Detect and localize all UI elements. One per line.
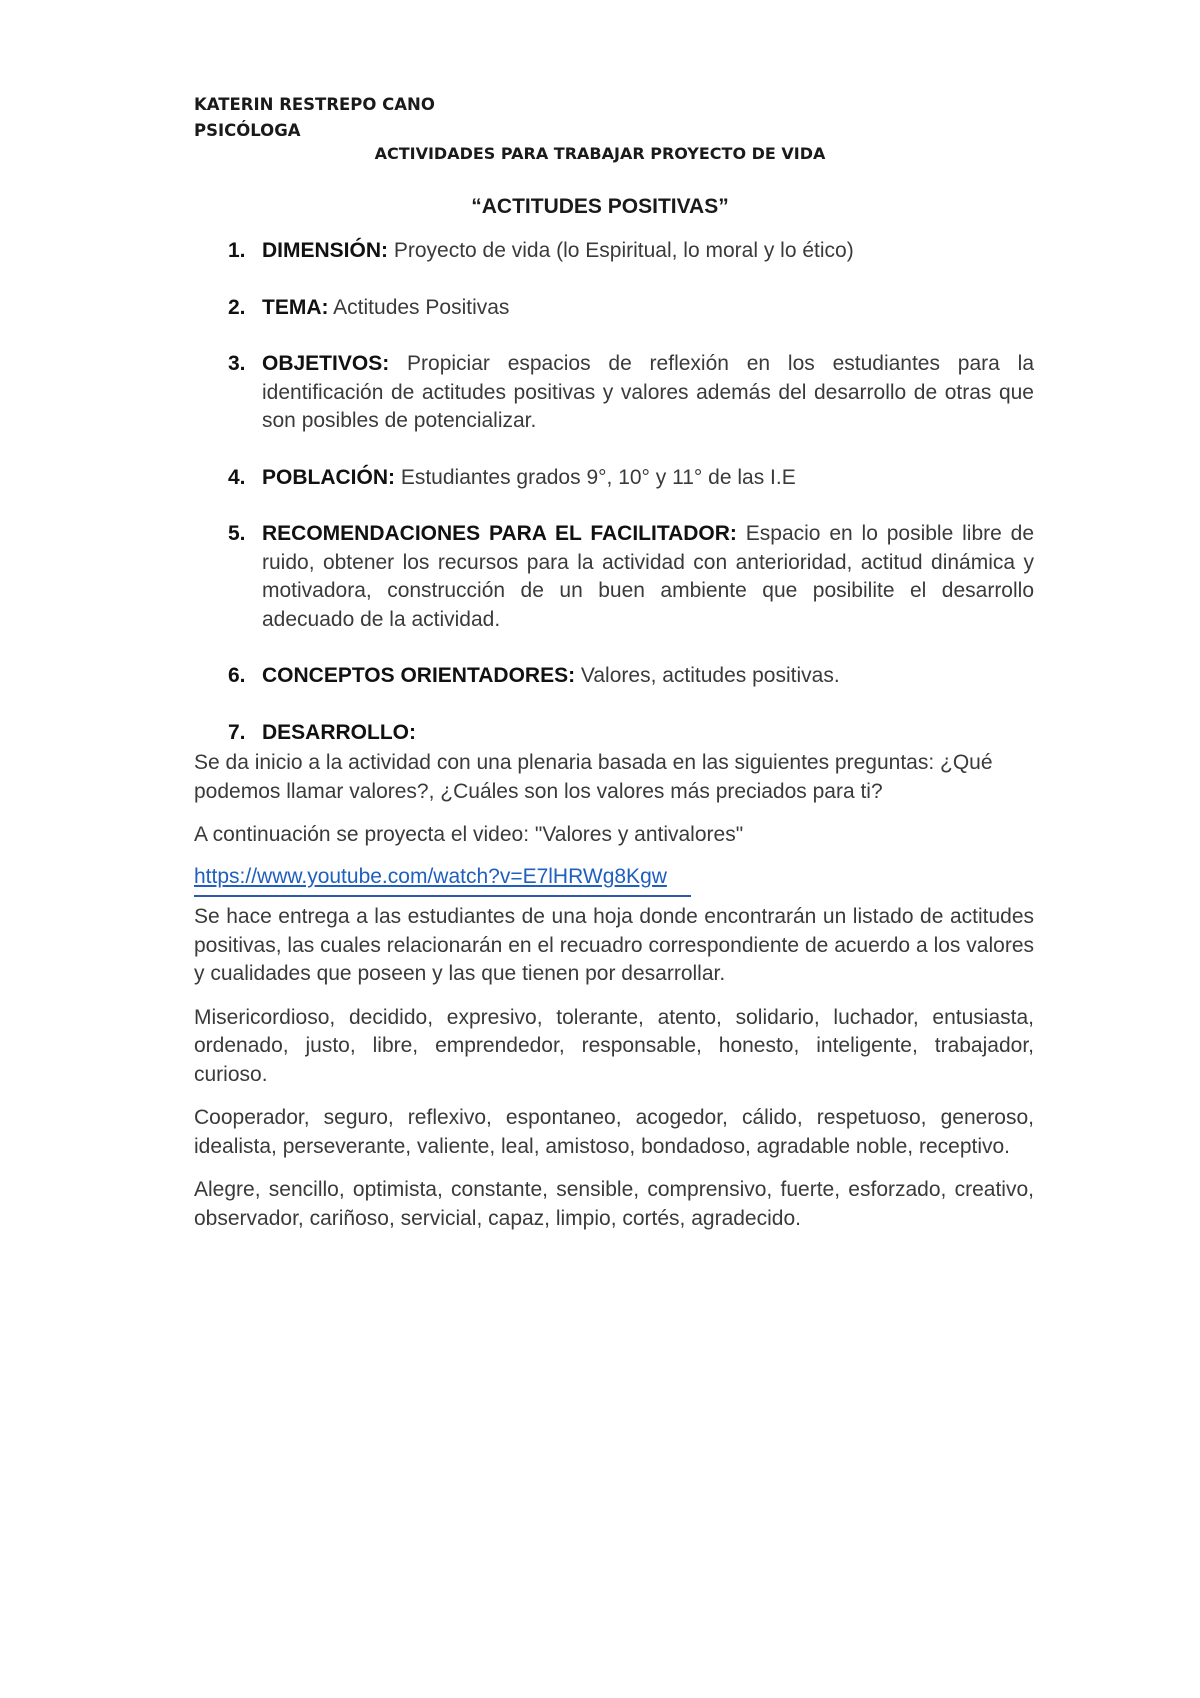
item-number: 4. bbox=[228, 465, 246, 489]
document-subheading: “ACTITUDES POSITIVAS” bbox=[471, 195, 729, 218]
list-item-tema bbox=[228, 294, 1034, 323]
item-label: CONCEPTOS ORIENTADORES: bbox=[262, 664, 576, 687]
author-name: KATERIN RESTREPO CANO bbox=[194, 95, 435, 114]
item-label: POBLACIÓN: bbox=[262, 465, 395, 489]
attitudes-list-3: Alegre, sencillo, optimista, constante, sensible, comprensivo, fuerte, esforzado, creativo, observador, cariñoso, servicial, capaz, limpio, cortés, agradecido. bbox=[194, 1178, 1034, 1230]
link-underline-rule bbox=[194, 895, 691, 897]
development-intro: Se da inicio a la actividad con una plenaria basada en las siguientes preguntas: ¿Qué podemos llamar valores?, ¿Cuáles son los valores más preciados para ti? bbox=[194, 751, 993, 803]
item-text: Espacio en lo posible libre de ruido, obtener los recursos para la actividad con anterioridad, actitud dinámica y motivadora, construcción de un buen ambiente que posibilite el desarrollo adecuado de la actividad. bbox=[262, 522, 1034, 631]
list-item-poblacion bbox=[228, 464, 1034, 493]
item-number: 7. bbox=[228, 720, 246, 744]
activity-sections-list bbox=[228, 237, 1034, 747]
item-text: Propiciar espacios de reflexión en los estudiantes para la identificación de actitudes positivas y valores además del desarrollo de otras que son posibles de potencializar. bbox=[262, 352, 1034, 432]
item-label: OBJETIVOS: bbox=[262, 352, 390, 375]
item-label: DESARROLLO: bbox=[262, 720, 416, 744]
list-item-objetivos bbox=[228, 350, 1034, 436]
item-number: 1. bbox=[228, 239, 246, 262]
item-number: 6. bbox=[228, 664, 246, 687]
item-text: Actitudes Positivas bbox=[328, 295, 510, 319]
list-item-dimension bbox=[228, 237, 1034, 266]
attitudes-list-2: Cooperador, seguro, reflexivo, espontaneo, acogedor, cálido, respetuoso, generoso, idealista, perseverante, valiente, leal, amistoso, bondadoso, agradable noble, receptivo. bbox=[194, 1106, 1034, 1158]
handout-paragraph: Se hace entrega a las estudiantes de una hoja donde encontrarán un listado de actitudes positivas, las cuales relacionarán en el recuadro correspondiente de acuerdo a los valores y cualidades que poseen y las que tienen por desarrollar. bbox=[194, 905, 1034, 985]
author-block bbox=[194, 92, 435, 144]
video-link[interactable]: https://www.youtube.com/watch?v=E7lHRWg8Kgw bbox=[194, 864, 667, 888]
item-number: 5. bbox=[228, 522, 246, 545]
item-text: Estudiantes grados 9°, 10° y 11° de las I.E bbox=[395, 465, 796, 489]
item-number: 3. bbox=[228, 352, 246, 375]
document-heading: ACTIVIDADES PARA TRABAJAR PROYECTO DE VIDA bbox=[374, 144, 826, 163]
item-number: 2. bbox=[228, 295, 246, 319]
item-label: TEMA: bbox=[262, 295, 329, 319]
list-item-conceptos bbox=[228, 662, 1034, 691]
item-text: Proyecto de vida (lo Espiritual, lo moral y lo ético) bbox=[388, 239, 854, 262]
item-label: DIMENSIÓN: bbox=[262, 239, 388, 262]
item-text: Valores, actitudes positivas. bbox=[575, 664, 840, 687]
attitudes-list-1: Misericordioso, decidido, expresivo, tolerante, atento, solidario, luchador, entusiasta, ordenado, justo, libre, emprendedor, responsable, honesto, inteligente, trabajador, curioso. bbox=[194, 1005, 1034, 1086]
development-body bbox=[194, 749, 1034, 1233]
author-role: PSICÓLOGA bbox=[194, 121, 301, 140]
list-item-recomendaciones bbox=[228, 520, 1034, 634]
item-label: RECOMENDACIONES PARA EL FACILITADOR: bbox=[262, 522, 737, 545]
list-item-desarrollo bbox=[228, 719, 1034, 748]
video-link-paragraph bbox=[194, 863, 1034, 892]
video-line: A continuación se proyecta el video: "Valores y antivalores" bbox=[194, 823, 744, 846]
